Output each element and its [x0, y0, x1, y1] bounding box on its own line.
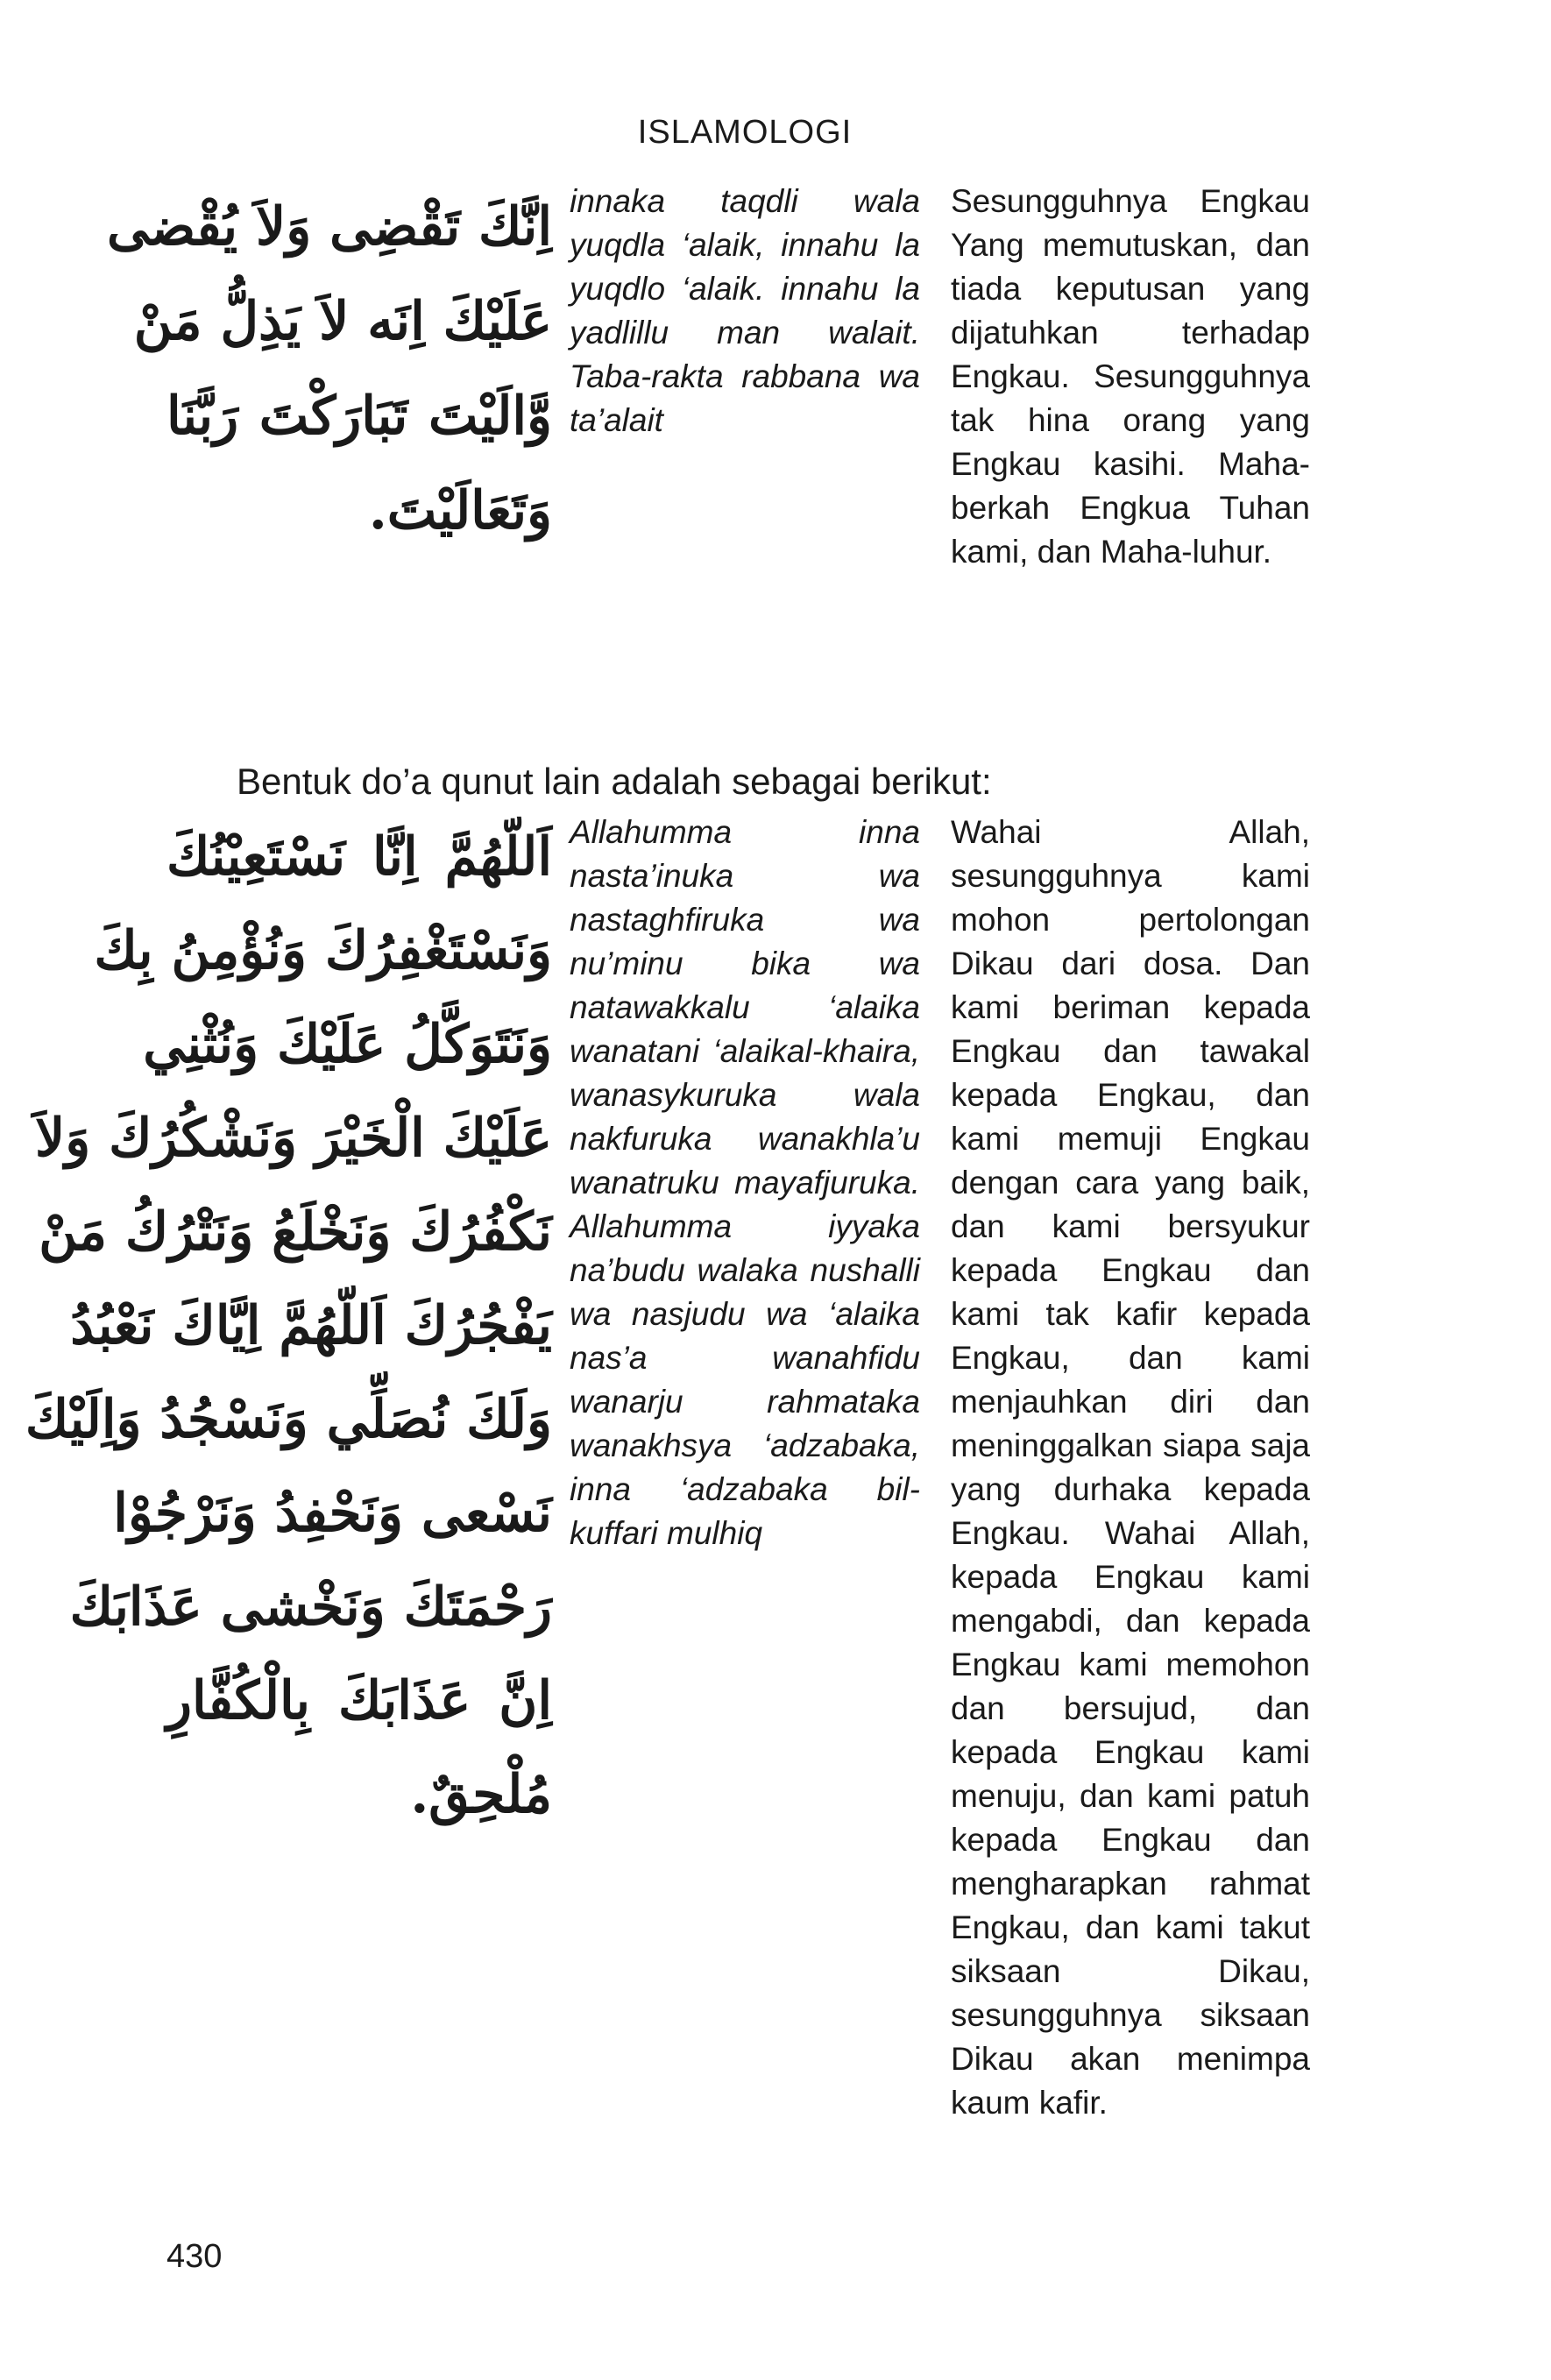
transliteration-1: innaka taqdli wala yuqdla ‘alaik, innahu la yuqdlo ‘alaik. innahu la yadlillu man walait. Taba-rakta rabbana wa ta’alait — [570, 183, 920, 438]
arabic-text-2 — [25, 811, 552, 1842]
arabic-line: وَتَعَالَيْتَ. — [368, 480, 552, 542]
translation-1: Sesungguhnya Engkau Yang memutuskan, dan tiada keputusan yang dijatuhkan terhadap Engkau. Sesungguhnya tak hina orang yang Engkau kasihi. Maha-berkah Engkua Tuhan kami, dan Maha-luhur. — [951, 183, 1310, 570]
prayer-block-1 — [107, 180, 1323, 635]
arabic-line: نَكْفُرُكَ وَنَخْلَعُ وَنَتْرُكُ مَنْ — [39, 1201, 552, 1263]
arabic-line: وَنَسْتَغْفِرُكَ وَنُؤْمِنُ بِكَ — [94, 920, 552, 981]
arabic-line: اِنَّ عَذَابَكَ بِالْكُفَّارِ — [166, 1670, 552, 1732]
arabic-line: عَلَيْكَ الْخَيْرَ وَنَشْكُرُكَ وَلاَ — [35, 1108, 552, 1169]
arabic-line: يَفْجُرُكَ اَللّهُمَّ اِيَّاكَ نَعْبُدُ — [70, 1295, 552, 1356]
arabic-line: وَنَتَوَكَّلُ عَلَيْكَ وَنُثْنِي — [143, 1014, 552, 1075]
page-number: 430 — [166, 2238, 223, 2275]
arabic-line: رَحْمَتَكَ وَنَخْشى عَذَابَكَ — [69, 1576, 552, 1638]
arabic-line: اَللّهُمَّ اِنَّا نَسْتَعِيْنُكَ — [166, 826, 552, 888]
arabic-line: وَّالَيْتَ تَبَارَكْتَ رَبَّنَا — [166, 386, 552, 447]
arabic-line: اِنَّكَ تَقْضِى وَلاَ يُقْضى — [107, 196, 552, 258]
translation-2: Wahai Allah, sesungguhnya kami mohon pertolongan Dikau dari dosa. Dan kami beriman kepada Engkau dan tawakal kepada Engkau, dan kami memuji Engkau dengan cara yang baik, dan kami bersyukur kepada Engkau dan kami tak kafir kepada Engkau, dan kami menjauhkan diri dan meninggalkan siapa saja yang durhaka kepada Engkau. Wahai Allah, kepada Engkau kami mengabdi, dan kepada Engkau kami memohon dan bersujud, dan kepada Engkau kami menuju, dan kami patuh kepada Engkau dan mengharapkan rahmat Engkau, dan kami takut siksaan Dikau, sesungguhnya siksaan Dikau akan menimpa kaum kafir. — [951, 814, 1310, 2121]
arabic-line: وَلَكَ نُصَلِّي وَنَسْجُدُ وَاِلَيْكَ — [25, 1389, 552, 1450]
intro-paragraph: Bentuk do’a qunut lain adalah sebagai berikut: — [237, 761, 992, 802]
arabic-text-1 — [107, 180, 552, 558]
running-header: ISLAMOLOGI — [637, 114, 853, 151]
transliteration-2: Allahumma inna nasta’inuka wa nastaghfiruka wa nu’minu bika wa natawakkalu ‘alaika wanatani ‘alaikal-khaira, wanasykuruka wala nakfuruka wanakhla’u wanatruku mayafjuruka. Allahumma iyyaka na’budu walaka nushalli wa nasjudu wa ‘alaika nas’a wanahfidu wanarju rahmataka wanakhsya ‘adzabaka, inna ‘adzabaka bil-kuffari mulhiq — [570, 814, 920, 1551]
arabic-line: مُلْحِقٌ. — [410, 1764, 552, 1825]
prayer-block-2 — [25, 811, 1323, 2213]
arabic-line: عَلَيْكَ اِنَه لاَ يَذِلُّ مَنْ — [133, 291, 552, 352]
arabic-line: نَسْعى وَنَحْفِدُ وَنَرْجُوْا — [113, 1483, 552, 1544]
